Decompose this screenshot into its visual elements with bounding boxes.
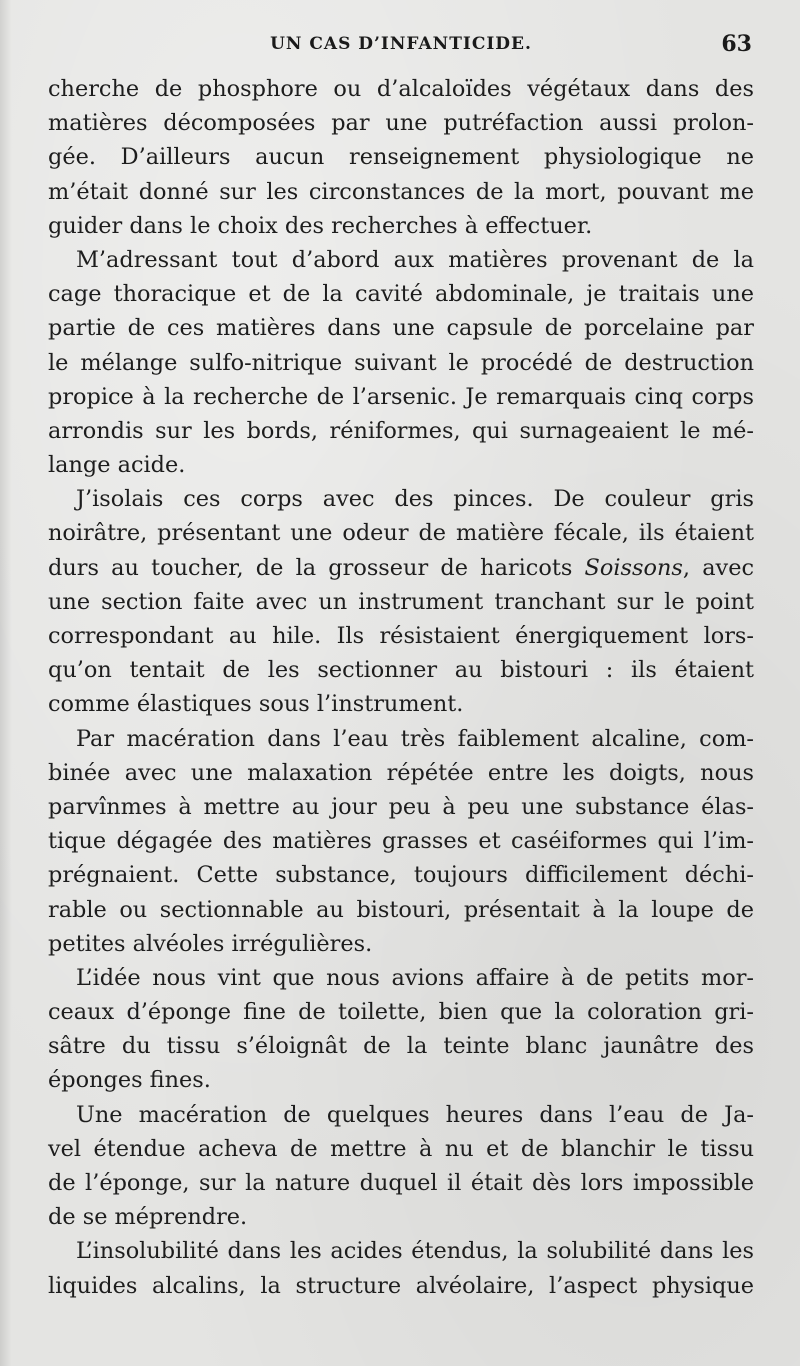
text-line: gée. D’ailleurs aucun renseignement physiologique ne — [48, 144, 754, 171]
text-line: sâtre du tissu s’éloignât de la teinte blanc jaunâtre des — [48, 1033, 754, 1060]
text-line: cherche de phosphore ou d’alcaloïdes végétaux dans des — [48, 76, 754, 102]
text-line: arrondis sur les bords, réniformes, qui surnageaient le mé- — [48, 417, 754, 444]
text-line: tique dégagée des matières grasses et caséiformes qui l’im- — [48, 828, 754, 855]
paragraph-first-line: L’insolubilité dans les acides étendus, la solubilité dans les — [76, 1238, 754, 1265]
running-head — [48, 31, 754, 64]
page-number: 63 — [721, 31, 752, 57]
text-line: petites alvéoles irrégulières. — [48, 930, 373, 957]
text-line: ceaux d’éponge fine de toilette, bien que la coloration gri- — [48, 999, 754, 1026]
paragraph-first-line: L’idée nous vint que nous avions affaire à de petits mor- — [76, 964, 754, 991]
text-fragment: durs au toucher, de la grosseur de haricots — [48, 554, 585, 581]
text-line: partie de ces matières dans une capsule de porcelaine par — [48, 315, 754, 342]
text-line: cage thoracique et de la cavité abdominale, je traitais une — [48, 281, 754, 308]
text-line: guider dans le choix des recherches à effectuer. — [48, 212, 593, 239]
paragraph-first-line: Par macération dans l’eau très faiblement alcaline, com- — [76, 725, 754, 752]
text-line: de se méprendre. — [48, 1204, 248, 1231]
italic-word: Soissons — [584, 554, 683, 581]
text-line: lange acide. — [48, 452, 186, 479]
text-line: noirâtre, présentant une odeur de matière fécale, ils étaient — [48, 520, 754, 547]
text-line: de l’éponge, sur la nature duquel il était dès lors impossible — [48, 1170, 754, 1196]
text-line: comme élastiques sous l’instrument. — [48, 691, 464, 718]
text-line-with-italic — [48, 551, 754, 585]
text-fragment: , avec — [682, 554, 754, 581]
text-line: binée avec une malaxation répétée entre les doigts, nous — [48, 759, 754, 786]
text-line: matières décomposées par une putréfaction aussi prolon- — [48, 110, 754, 137]
text-line: parvînmes à mettre au jour peu à peu une substance élas- — [48, 793, 754, 820]
text-line: correspondant au hile. Ils résistaient énergiquement lors- — [48, 623, 754, 649]
paragraph-first-line: M’adressant tout d’abord aux matières provenant de la — [76, 246, 754, 273]
text-line: propice à la recherche de l’arsenic. Je remarquais cinq corps — [48, 383, 754, 410]
text-line: liquides alcalins, la structure alvéolaire, l’aspect physique — [48, 1272, 754, 1299]
text-line: le mélange sulfo-nitrique suivant le procédé de destruction — [48, 349, 754, 376]
text-line: qu’on tentait de les sectionner au bistouri : ils étaient — [48, 657, 754, 684]
paragraph-first-line: Une macération de quelques heures dans l’eau de Ja- — [76, 1101, 754, 1128]
text-line: rable ou sectionnable au bistouri, présentait à la loupe de — [48, 896, 754, 923]
body-text — [48, 72, 754, 1303]
text-line: m’était donné sur les circonstances de la mort, pouvant me — [48, 178, 754, 205]
text-line: vel étendue acheva de mettre à nu et de blanchir le tissu — [48, 1135, 754, 1162]
text-line: prégnaient. Cette substance, toujours difficilement déchi- — [48, 862, 754, 889]
text-line: une section faite avec un instrument tranchant sur le point — [48, 588, 754, 615]
text-line: éponges fines. — [48, 1067, 211, 1094]
paragraph-first-line: J’isolais ces corps avec des pinces. De couleur gris — [76, 486, 754, 513]
running-title: UN CAS D’INFANTICIDE. — [270, 34, 532, 54]
